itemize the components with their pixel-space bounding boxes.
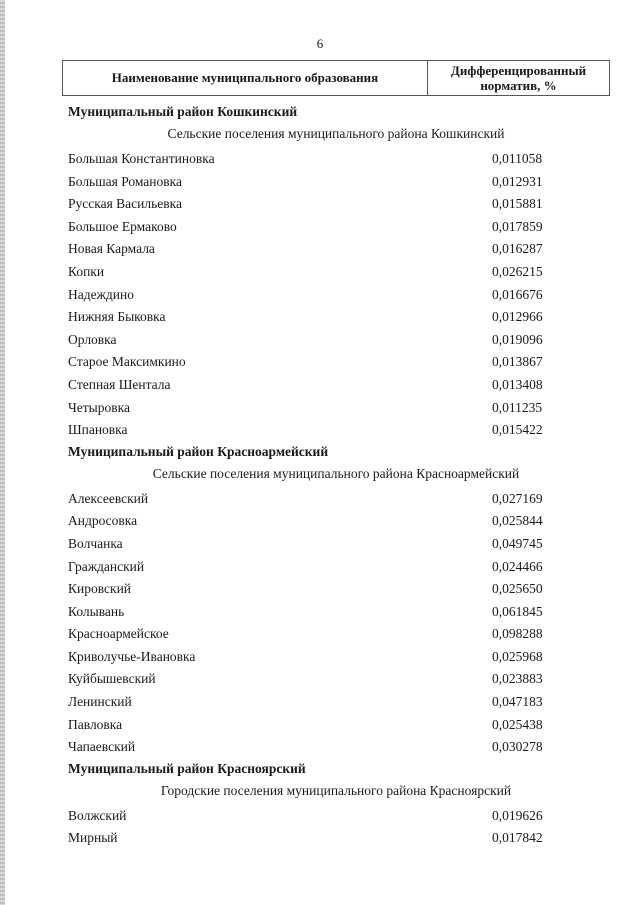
settlement-name: Андросовка [68, 513, 138, 529]
table-row [62, 668, 610, 691]
settlement-name: Большая Константиновка [68, 151, 215, 166]
district-title: Муниципальный район Кошкинский [68, 104, 298, 119]
norm-value: 0,013408 [492, 376, 543, 392]
norm-value: 0,061845 [492, 603, 543, 619]
table-row [62, 601, 610, 624]
table-row [62, 578, 610, 601]
table-row [62, 306, 610, 329]
table-row [62, 510, 610, 533]
settlement-name: Мирный [68, 830, 118, 846]
district-title: Муниципальный район Красноярский [68, 760, 306, 776]
norm-value: 0,025438 [492, 716, 543, 732]
table-row [62, 533, 610, 556]
norm-value: 0,015422 [492, 422, 543, 438]
settlement-name: Гражданский [68, 558, 145, 574]
norm-value: 0,025650 [492, 581, 543, 597]
table-row [62, 193, 610, 216]
table-row [62, 419, 610, 442]
table-row [62, 556, 610, 579]
table-row [62, 691, 610, 714]
norm-value: 0,016287 [492, 241, 543, 257]
norm-value: 0,012966 [492, 309, 543, 325]
settlement-name: Орловка [68, 331, 117, 347]
table-row [62, 488, 610, 511]
settlement-name: Красноармейское [68, 626, 169, 642]
settlement-name: Колывань [68, 603, 125, 619]
table-row [62, 148, 610, 171]
norm-value: 0,013867 [492, 354, 543, 370]
norm-value: 0,025844 [492, 513, 543, 529]
settlement-group-subheader: Сельские поселения муниципального района Кошкинский [167, 126, 505, 141]
norm-value: 0,012931 [492, 173, 543, 189]
norm-value: 0,098288 [492, 626, 543, 642]
settlement-group-subheader: Сельские поселения муниципального района Красноармейский [152, 465, 520, 481]
norm-column-header: Дифференцированный норматив, % [450, 63, 587, 93]
table-row [62, 261, 610, 284]
settlement-name: Новая Кармала [68, 241, 155, 257]
scan-edge [0, 0, 5, 905]
district-title: Муниципальный район Красноармейский [68, 443, 329, 459]
settlement-name: Большая Романовка [68, 173, 182, 189]
table-body [62, 102, 610, 850]
norm-value: 0,017842 [492, 830, 543, 846]
settlement-name: Ленинский [68, 694, 132, 710]
settlement-name: Большое Ермаково [68, 218, 177, 234]
norm-value: 0,049745 [492, 535, 543, 551]
norm-value: 0,026215 [492, 263, 543, 279]
settlement-name: Алексеевский [68, 490, 149, 506]
norm-value: 0,027169 [492, 490, 543, 506]
table-row [62, 805, 610, 828]
norm-value: 0,047183 [492, 694, 543, 710]
norm-value: 0,015881 [492, 196, 543, 212]
settlement-group-subheader: Городские поселения муниципального района Красноярский [160, 782, 512, 798]
norm-value: 0,024466 [492, 558, 543, 574]
norm-value: 0,025968 [492, 648, 543, 664]
name-column-header: Наименование муниципального образования [63, 61, 428, 95]
settlement-name: Старое Максимкино [68, 354, 186, 370]
table-row [62, 623, 610, 646]
table-row [62, 827, 610, 850]
settlement-name: Павловка [68, 716, 123, 732]
settlement-name: Кировский [68, 581, 132, 597]
settlement-name: Надеждино [68, 286, 134, 302]
norm-value: 0,019626 [492, 807, 543, 823]
norm-value: 0,030278 [492, 739, 543, 755]
settlement-name: Волжский [68, 807, 127, 823]
table-row [62, 329, 610, 352]
settlement-name: Четыровка [68, 399, 130, 415]
settlement-name: Волчанка [68, 535, 123, 551]
table-row [62, 646, 610, 669]
settlement-name: Куйбышевский [68, 671, 156, 687]
settlement-name: Чапаевский [68, 739, 136, 755]
page-number: 6 [316, 36, 324, 51]
norm-value: 0,023883 [492, 671, 543, 687]
norm-value: 0,017859 [492, 218, 543, 234]
norm-value: 0,019096 [492, 331, 543, 347]
table-row [62, 736, 610, 759]
norm-value: 0,011235 [492, 399, 543, 415]
table-row [62, 374, 610, 397]
table-row [62, 351, 610, 374]
settlement-name: Криволучье-Ивановка [68, 648, 196, 664]
table-row [62, 714, 610, 737]
settlement-name: Шпановка [68, 422, 128, 438]
table-row [62, 284, 610, 307]
table-row [62, 216, 610, 239]
table-row [62, 397, 610, 420]
settlement-name: Русская Васильевка [68, 196, 182, 212]
norm-value: 0,016676 [492, 286, 543, 302]
settlement-name: Нижняя Быковка [68, 309, 166, 325]
table-row [62, 171, 610, 194]
norm-value: 0,011058 [492, 151, 543, 166]
settlement-name: Копки [68, 263, 105, 279]
table-header [62, 60, 610, 96]
table-row [62, 238, 610, 261]
settlement-name: Степная Шентала [68, 376, 171, 392]
